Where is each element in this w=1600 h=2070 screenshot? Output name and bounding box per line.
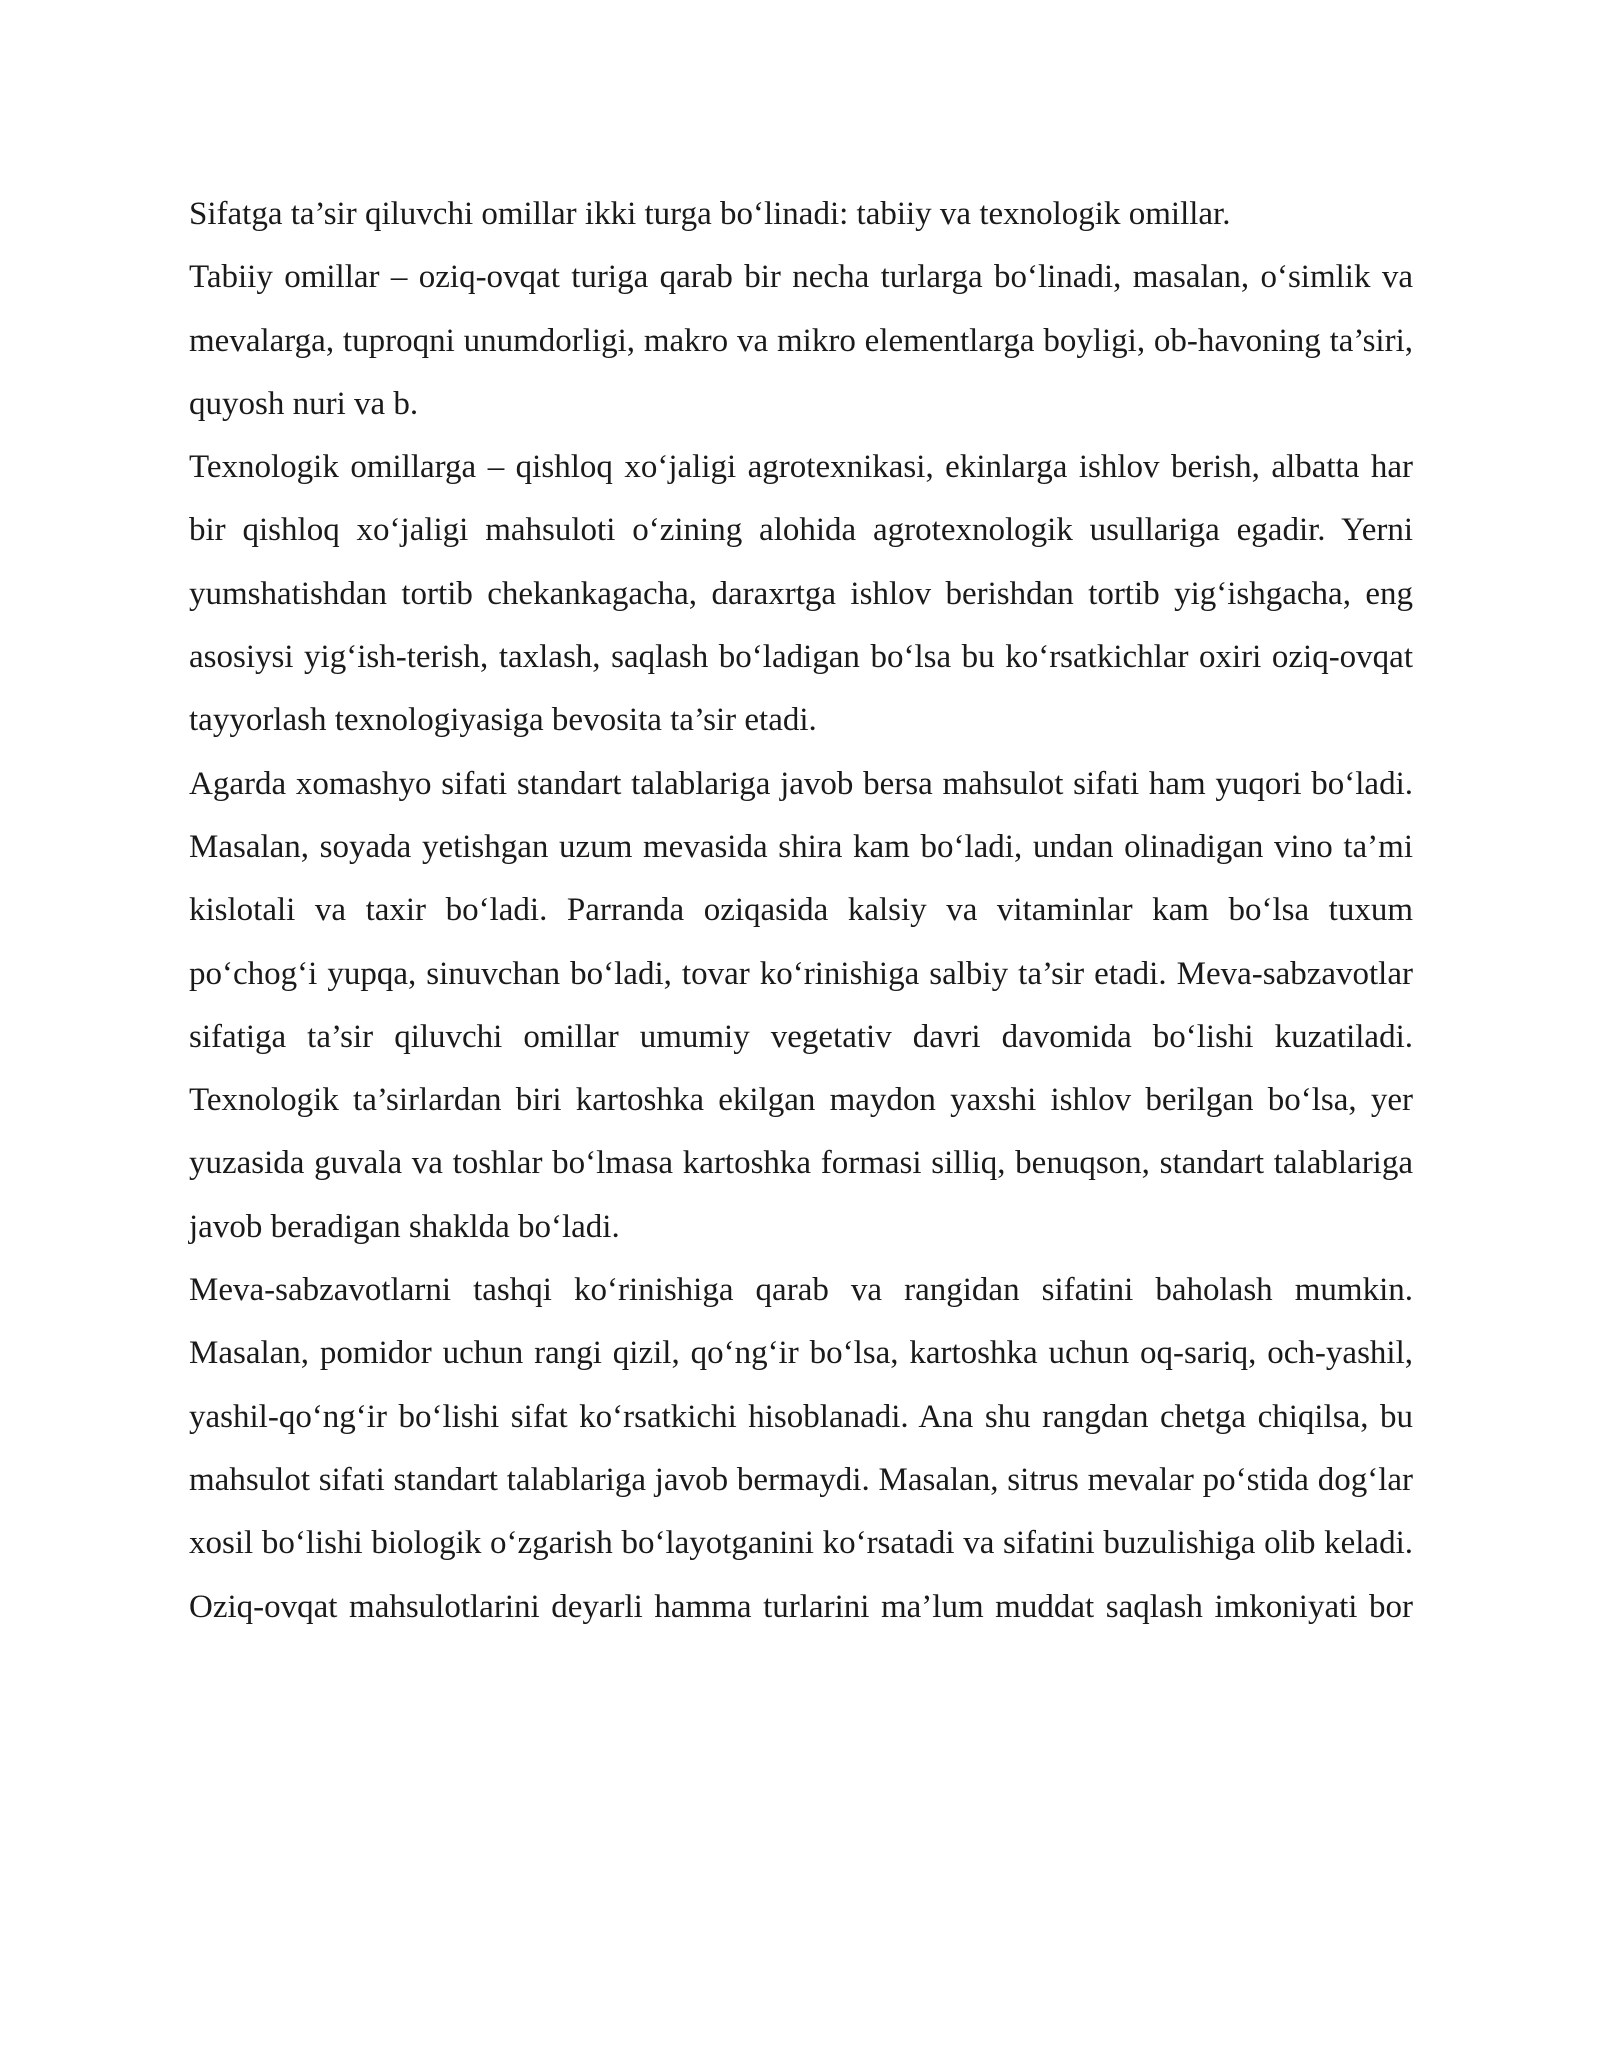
paragraph-natural-factors: Tabiiy omillar – oziq-ovqat turiga qarab bir necha turlarga bo‘linadi, masalan, o‘simlik va mevalarga, tuproqni unumdorligi, makro va mikro elementlarga boyligi, ob-havoning ta’siri, quyosh nuri va b.	[189, 259, 1413, 422]
paragraph-quality-factors-intro: Sifatga ta’sir qiluvchi omillar ikki turga bo‘linadi: tabiiy va texnologik omillar.	[189, 196, 1231, 232]
paragraph-raw-material-quality: Agarda xomashyo sifati standart talablariga javob bersa mahsulot sifati ham yuqori bo‘ladi. Masalan, soyada yetishgan uzum mevasida shira kam bo‘ladi, undan olinadigan vino ta’mi kislotali va taxir bo‘ladi. Parranda oziqasida kalsiy va vitaminlar kam bo‘lsa tuxum po‘chog‘i yupqa, sinuvchan bo‘ladi, tovar ko‘rinishiga salbiy ta’sir etadi. Meva-sabzavotlar sifatiga ta’sir qiluvchi omillar umumiy vegetativ davri davomida bo‘lishi kuzatiladi. Texnologik ta’sirlardan biri kartoshka ekilgan maydon yaxshi ishlov berilgan bo‘lsa, yer yuzasida guvala va toshlar bo‘lmasa kartoshka formasi silliq, benuqson, standart talablariga javob beradigan shaklda bo‘ladi.	[189, 765, 1413, 1245]
paragraph-technological-factors: Texnologik omillarga – qishloq xo‘jaligi agrotexnikasi, ekinlarga ishlov berish, albatta har bir qishloq xo‘jaligi mahsuloti o‘zining alohida agrotexnologik usullariga egadir. Yerni yumshatishdan tortib chekankagacha, daraxrtga ishlov berishdan tortib yig‘ishgacha, eng asosiysi yig‘ish-terish, taxlash, saqlash bo‘ladigan bo‘lsa bu ko‘rsatkichlar oxiri oziq-ovqat tayyorlash texnologiyasiga bevosita ta’sir etadi.	[189, 449, 1413, 739]
paragraph-appearance-color: Meva-sabzavotlarni tashqi ko‘rinishiga qarab va rangidan sifatini baholash mumkin. Masalan, pomidor uchun rangi qizil, qo‘ng‘ir bo‘lsa, kartoshka uchun oq-sariq, och-yashil, yashil-qo‘ng‘ir bo‘lishi sifat ko‘rsatkichi hisoblanadi. Ana shu rangdan chetga chiqilsa, bu mahsulot sifati standart talablariga javob bermaydi. Masalan, sitrus mevalar po‘stida dog‘lar xosil bo‘lishi biologik o‘zgarish bo‘layotganini ko‘rsatadi va sifatini buzulishiga olib keladi. Oziq-ovqat mahsulotlarini deyarli hamma turlarini ma’lum muddat saqlash imkoniyati bor	[189, 1272, 1413, 1625]
document-body	[189, 183, 1413, 1639]
